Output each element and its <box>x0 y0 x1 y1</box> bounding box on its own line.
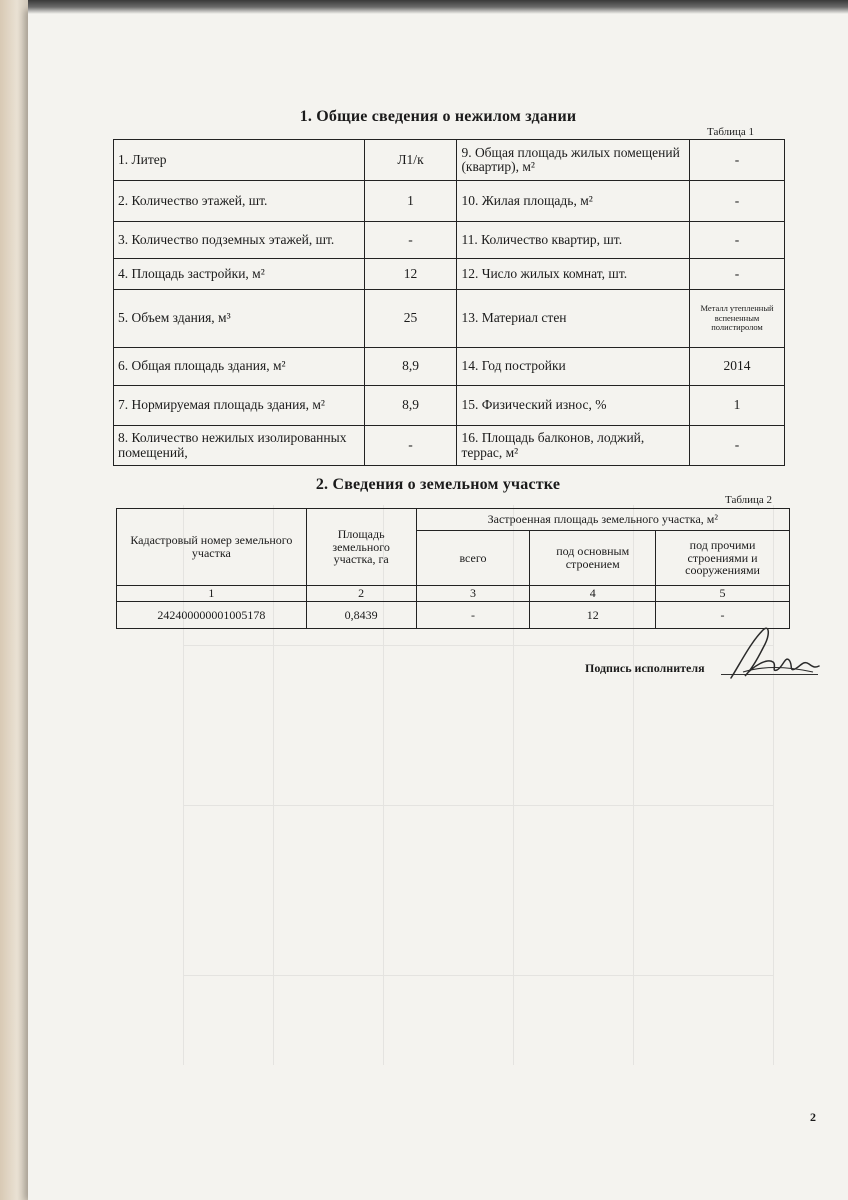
signature-label: Подпись исполнителя <box>585 661 705 675</box>
table2-note: Таблица 2 <box>725 494 773 506</box>
row-label: 9. Общая площадь жилых помещений (квартир), м² <box>457 140 690 181</box>
cadastral-number: 242400000001005178 <box>117 602 307 629</box>
table1-row <box>114 386 785 426</box>
row-value: 2014 <box>690 348 785 386</box>
table1-row <box>114 222 785 259</box>
table1-row <box>114 140 785 181</box>
table1-note: Таблица 1 <box>707 126 755 138</box>
wall-material-value: Металл утепленный вспененным полистиролом <box>690 290 785 348</box>
row-value: 1 <box>364 181 457 222</box>
column-number: 1 <box>117 586 307 602</box>
row-label: 5. Объем здания, м³ <box>114 290 365 348</box>
total-header: всего <box>416 531 530 586</box>
column-number: 5 <box>656 586 790 602</box>
building-info-table <box>113 139 785 466</box>
land-plot-table <box>116 508 790 629</box>
column-number: 3 <box>416 586 530 602</box>
row-value: 8,9 <box>364 386 457 426</box>
plot-area: 0,8439 <box>306 602 416 629</box>
row-label: 7. Нормируемая площадь здания, м² <box>114 386 365 426</box>
row-label: 11. Количество квартир, шт. <box>457 222 690 259</box>
row-label: 14. Год постройки <box>457 348 690 386</box>
row-label: 3. Количество подземных этажей, шт. <box>114 222 365 259</box>
table1-row <box>114 426 785 466</box>
row-value: - <box>690 259 785 290</box>
built-other: - <box>656 602 790 629</box>
row-value: 1 <box>690 386 785 426</box>
row-label: 13. Материал стен <box>457 290 690 348</box>
built-main: 12 <box>530 602 656 629</box>
row-value: - <box>364 222 457 259</box>
column-number: 2 <box>306 586 416 602</box>
page-number: 2 <box>810 1110 816 1124</box>
section1-title: 1. Общие сведения о нежилом здании <box>299 108 577 125</box>
table1-row <box>114 290 785 348</box>
cadastral-header: Кадастровый номер земельного участка <box>117 509 307 586</box>
other-buildings-header: под прочими строениями и сооружениями <box>656 531 790 586</box>
page-edge <box>0 0 28 1200</box>
row-label: 4. Площадь застройки, м² <box>114 259 365 290</box>
row-value: - <box>690 426 785 466</box>
row-label: 2. Количество этажей, шт. <box>114 181 365 222</box>
table1-row <box>114 181 785 222</box>
table2-data-row <box>117 602 790 629</box>
row-value: - <box>364 426 457 466</box>
main-building-header: под основным строением <box>530 531 656 586</box>
table2-header-row <box>117 509 790 531</box>
section2-title: 2. Сведения о земельном участке <box>315 476 561 493</box>
row-label: 10. Жилая площадь, м² <box>457 181 690 222</box>
document-page <box>28 10 848 1200</box>
row-label: 15. Физический износ, % <box>457 386 690 426</box>
row-value: 25 <box>364 290 457 348</box>
signature-mark <box>723 622 823 684</box>
row-label: 12. Число жилых комнат, шт. <box>457 259 690 290</box>
built-total: - <box>416 602 530 629</box>
area-header: Площадь земельного участка, га <box>306 509 416 586</box>
row-label: 6. Общая площадь здания, м² <box>114 348 365 386</box>
row-value: - <box>690 222 785 259</box>
row-value: 12 <box>364 259 457 290</box>
column-number: 4 <box>530 586 656 602</box>
row-value: 8,9 <box>364 348 457 386</box>
row-value: - <box>690 181 785 222</box>
table1-row <box>114 348 785 386</box>
row-label: 16. Площадь балконов, лоджий, террас, м² <box>457 426 690 466</box>
table1-row <box>114 259 785 290</box>
row-label: 1. Литер <box>114 140 365 181</box>
scan-top-edge <box>28 0 848 14</box>
row-label: 8. Количество нежилых изолированных помещений, <box>114 426 365 466</box>
column-numbers-row <box>117 586 790 602</box>
built-area-header: Застроенная площадь земельного участка, м² <box>416 509 789 531</box>
row-value: - <box>690 140 785 181</box>
row-value: Л1/к <box>364 140 457 181</box>
